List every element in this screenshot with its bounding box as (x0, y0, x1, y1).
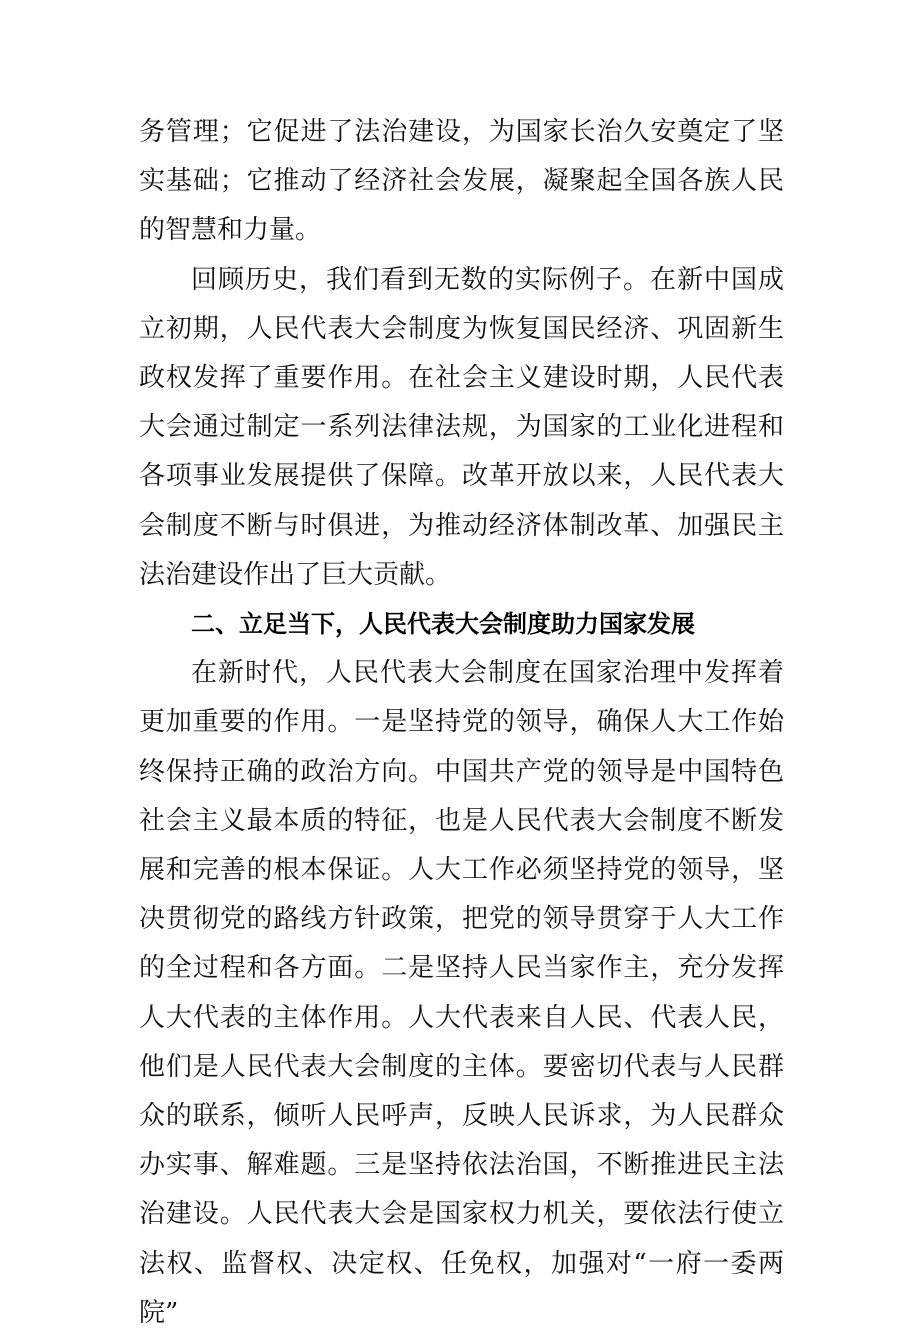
history-paragraph: 回顾历史，我们看到无数的实际例子。在新中国成立初期，人民代表大会制度为恢复国民经济、巩固新生政权发挥了重要作用。在社会主义建设时期，人民代表大会通过制定一系列法律法规，为国家的工业化进程和各项事业发展提供了保障。改革开放以来，人民代表大会制度不断与时俱进，为推动经济体制改革、加强民主法治建设作出了巨大贡献。 (139, 264, 784, 590)
document-body (139, 108, 784, 1338)
section-heading: 二、立足当下，人民代表大会制度助力国家发展 (191, 610, 695, 639)
continued-paragraph: 务管理；它促进了法治建设，为国家长治久安奠定了坚实基础；它推动了经济社会发展，凝聚起全国各族人民的智慧和力量。 (139, 117, 784, 246)
section-paragraph: 在新时代，人民代表大会制度在国家治理中发挥着更加重要的作用。一是坚持党的领导，确保人大工作始终保持正确的政治方向。中国共产党的领导是中国特色社会主义最本质的特征，也是人民代表大会制度不断发展和完善的根本保证。人大工作必须坚持党的领导，坚决贯彻党的路线方针政策，把党的领导贯穿于人大工作的全过程和各方面。二是坚持人民当家作主，充分发挥人大代表的主体作用。人大代表来自人民、代表人民，他们是人民代表大会制度的主体。要密切代表与人民群众的联系，倾听人民呼声，反映人民诉求，为人民群众办实事、解难题。三是坚持依法治国，不断推进民主法治建设。人民代表大会是国家权力机关，要依法行使立法权、监督权、决定权、任免权，加强对“一府一委两院” (139, 658, 784, 1328)
